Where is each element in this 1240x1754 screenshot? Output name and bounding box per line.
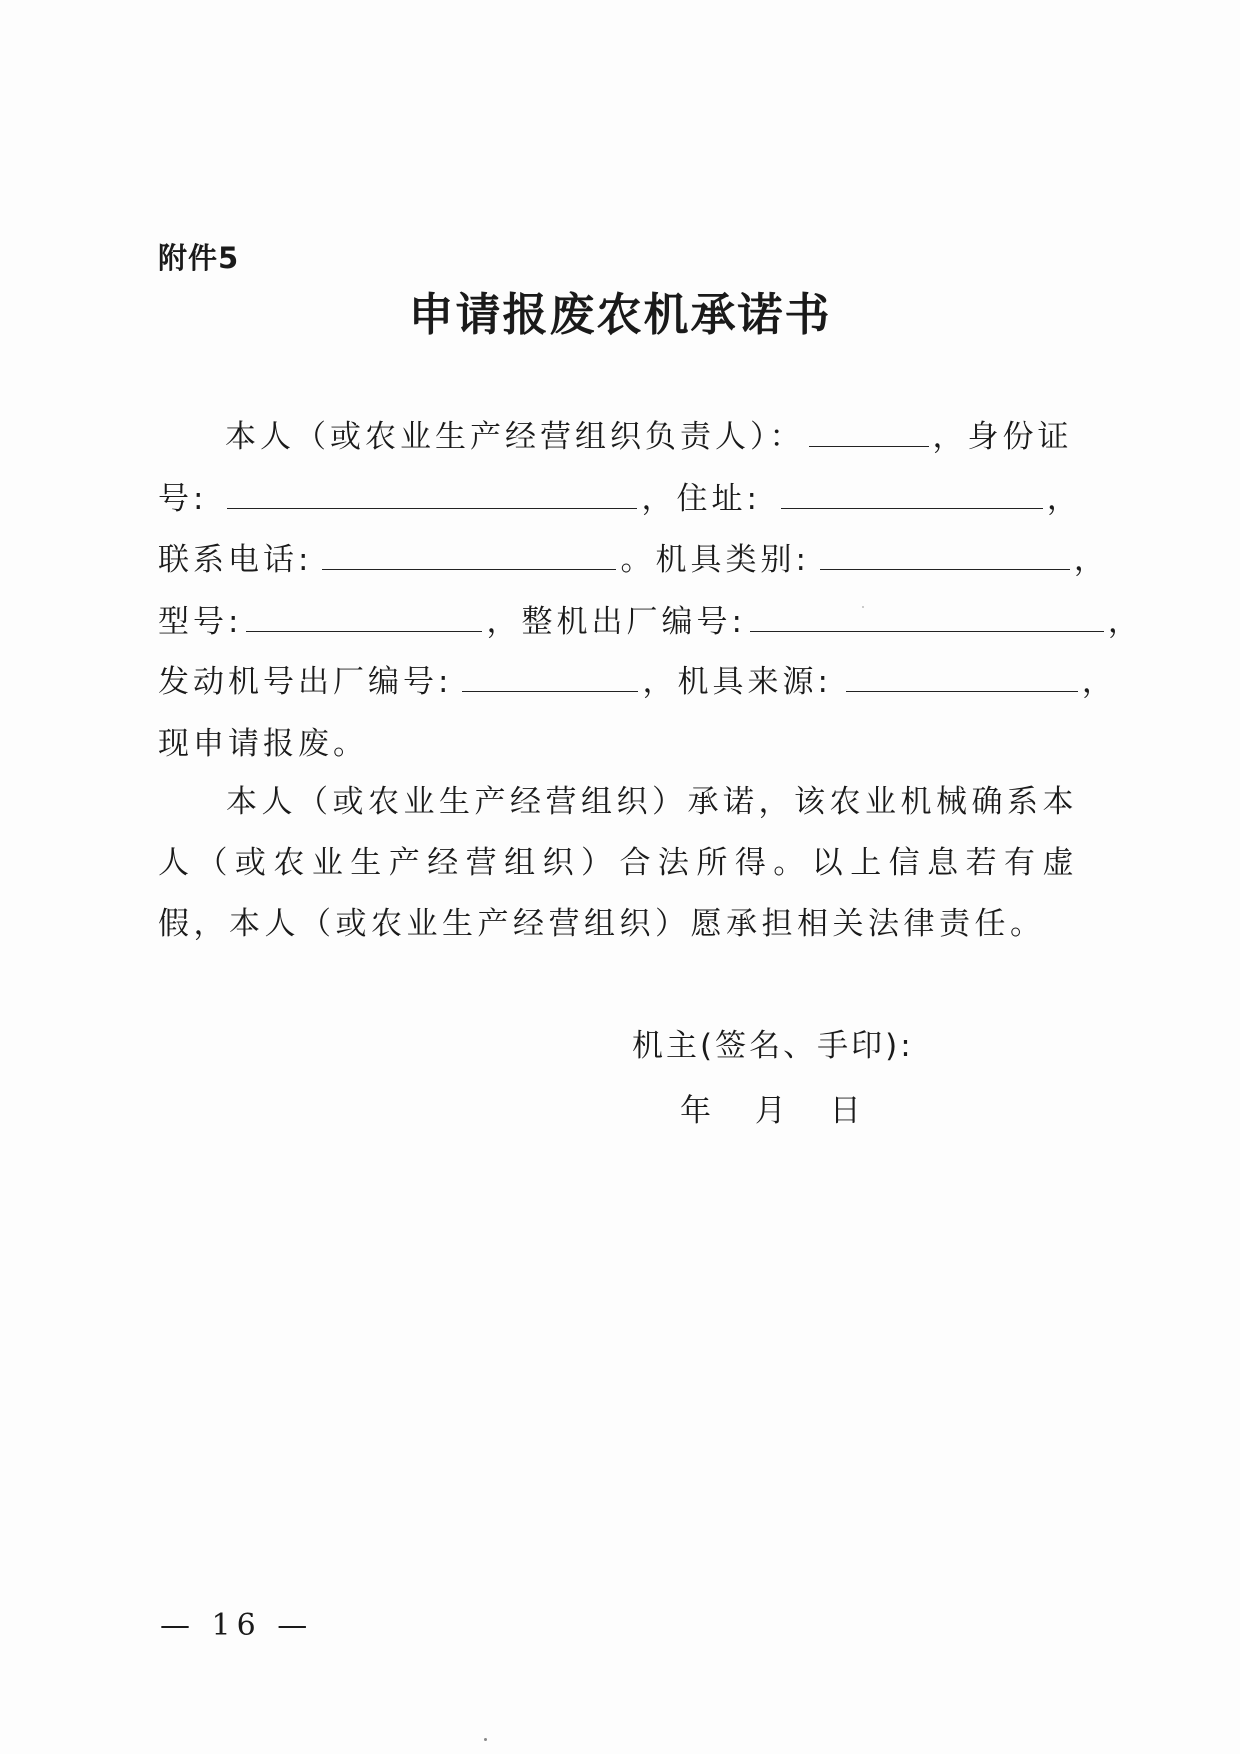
scan-speck	[862, 606, 864, 608]
line4-end-comma: ，	[1107, 604, 1143, 640]
applicant-label: 本人（或农业生产经营组织负责人）：	[225, 419, 805, 455]
machine-source-field[interactable]	[846, 661, 1078, 692]
id-card-label: ，身份证	[932, 419, 1073, 455]
engine-serial-label: 发动机号出厂编号:	[158, 664, 453, 700]
id-number-field[interactable]	[227, 478, 637, 509]
signature-date	[680, 1085, 895, 1130]
form-line-model	[158, 600, 1143, 644]
address-field[interactable]	[781, 478, 1043, 509]
factory-serial-field[interactable]	[750, 601, 1104, 632]
line5-end-comma: ，	[1081, 664, 1117, 700]
attachment-label: 附件5	[158, 241, 240, 275]
applicant-name-field[interactable]	[809, 416, 929, 447]
engine-serial-field[interactable]	[462, 661, 638, 692]
id-number-label: 号:	[158, 481, 208, 517]
scan-speck	[484, 1738, 487, 1741]
factory-serial-label: ，整机出厂编号:	[486, 604, 746, 640]
date-month-label: 月	[754, 1093, 786, 1129]
form-line-applicant	[225, 415, 1073, 459]
line2-end-comma: ，	[1046, 481, 1082, 517]
owner-signature-label: 机主(签名、手印):	[632, 1028, 914, 1064]
machine-category-label: 。机具类别:	[620, 542, 810, 578]
date-year-label: 年	[680, 1093, 711, 1129]
form-line-id	[158, 477, 1082, 521]
address-label: ，住址:	[641, 481, 761, 517]
document-title: 申请报废农机承诺书	[408, 288, 832, 341]
line3-end-comma: ，	[1073, 542, 1109, 578]
form-line-engine	[158, 660, 1117, 704]
machine-category-field[interactable]	[820, 539, 1070, 570]
date-day-label: 日	[829, 1093, 861, 1129]
pledge-paragraph: 本人（或农业生产经营组织）承诺，该农业机械确系本人（或农业生产经营组织）合法所得。以上信息若有虚假，本人（或农业生产经营组织）愿承担相关法律责任。	[158, 784, 1078, 942]
page-number: — 16 —	[160, 1608, 314, 1643]
model-field[interactable]	[246, 601, 482, 632]
model-label: 型号:	[158, 604, 243, 640]
phone-label: 联系电话:	[158, 542, 313, 578]
phone-field[interactable]	[322, 539, 616, 570]
request-scrap-text: 现申请报废。	[158, 726, 368, 762]
form-line-request	[158, 722, 368, 766]
form-line-phone	[158, 538, 1109, 582]
machine-source-label: ，机具来源:	[642, 664, 832, 700]
